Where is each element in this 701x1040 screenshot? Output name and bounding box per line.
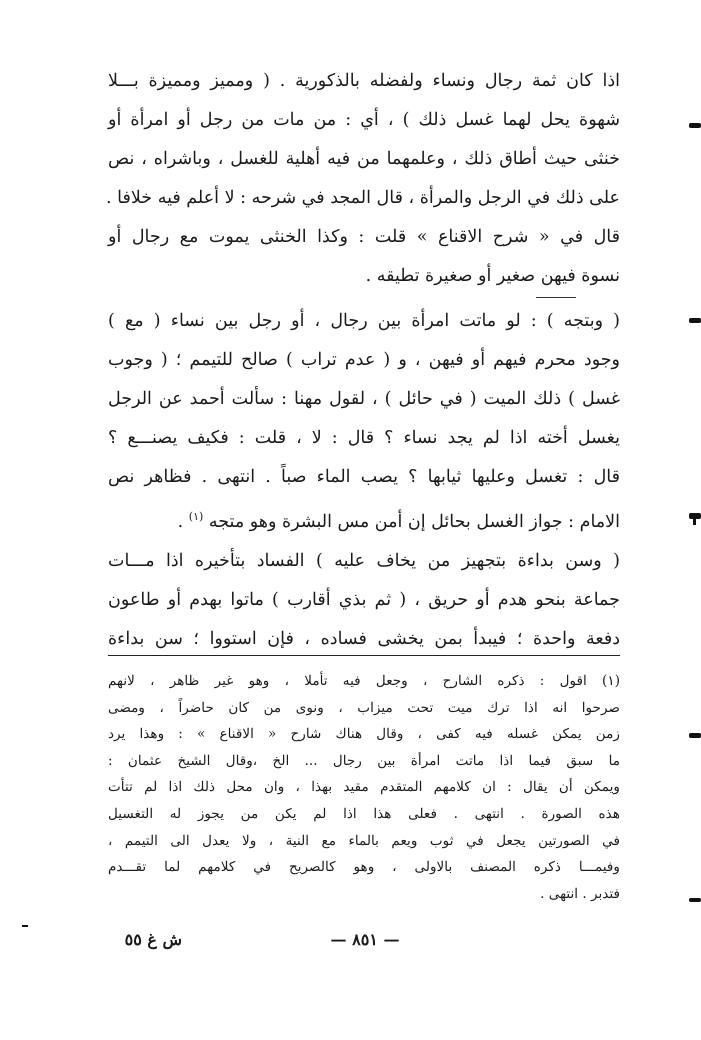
footnote-block (108, 668, 620, 907)
footnote-line: صرحوا انه اذا ترك ميت تحت ميزاب ، ونوى من كان حاضراً ، ومضى (108, 699, 620, 716)
footnote-line: هذه الصورة . انتهى . فعلى هذا اذا لم يكن من يجوز له التغسيل (108, 805, 620, 822)
footnote-line: ويمكن أن يقال : ان كلامهم المتقدم مقيد بهذا ، وان محل ذلك اذا لم تتأت (108, 779, 620, 796)
footnote-ref: (١) (188, 510, 204, 523)
footnote-line: فتدبر . انتهى . (540, 885, 620, 902)
text-line: وجود محرم فيهم أو فيهن ، و ( عدم تراب ) صالح للتيمم ؛ ( وجوب (108, 350, 620, 370)
footnote-line: زمن يمكن غسله فيه كفى ، وقال هناك شارح « الاقناع » : وهذا يرد (108, 726, 620, 743)
edge-mark (689, 123, 701, 128)
edge-mark (689, 318, 701, 323)
main-text-block (108, 62, 620, 659)
overline-mark (536, 297, 576, 298)
footnote-line: ما سبق فيما اذا ماتت امرأة بين رجال ... الخ ،وقال الشيخ عثمان : (108, 752, 620, 769)
text-line: دفعة واحدة ؛ فيبدأ بمن يخشى فساده ، فإن استووا ؛ سن بداءة (108, 629, 620, 649)
footnote-line: (١) اقول : ذكره الشارح ، وجعل فيه تأملا ، وهو غير ظاهر ، لانهم (108, 673, 620, 689)
text-line: خنثى حيث أطاق ذلك ، وعلمهما من فيه أهلية للغسل ، وباشراه ، نص (108, 149, 620, 169)
text-line: اذا كان ثمة رجال ونساء ولفضله بالذكورية . ( ومميز ومميزة بـــلا (108, 71, 620, 91)
footnote-line: وفيمـــا ذكره المصنف بالاولى ، وهو كالصريح في كلامهم لما تقـــدم (108, 859, 620, 876)
text-line: ( وبتجه ) : لو ماتت امرأة بين رجال ، أو رجل بين نساء ( مع ) (108, 311, 620, 331)
signature-mark: ش غ ٥٥ (124, 930, 182, 949)
footnote-divider (108, 655, 620, 656)
text-line-with-ref: الامام : جواز الغسل بحائل إن أمن مس البشرة وهو متجه $^{(١)}$ . (177, 510, 620, 532)
text-line: على ذلك في الرجل والمرأة ، قال المجد في شرحه : لا أعلم فيه خلافا . (106, 188, 620, 208)
edge-mark (689, 898, 701, 902)
text-line: الامام : جواز الغسل بحائل إن أمن مس البشرة وهو متجه (208, 511, 620, 532)
text-line: قال في « شرح الاقناع » قلت : وكذا الخنثى يموت مع رجال أو (108, 227, 620, 247)
text-line: يغسل أخته اذا لم يجد نساء ؟ قال : لا ، قلت : فكيف يصنـــع ؟ (108, 428, 620, 448)
text-line: جماعة بنحو هدم أو حريق ، ( ثم بذي أقارب ) ماتوا بهدم أو طاعون (108, 590, 620, 610)
text-line: نسوة فيهن صغير أو صغيرة تطيقه . (365, 266, 620, 286)
edge-mark (22, 925, 28, 927)
text-line: ( وسن بداءة بتجهيز من يخاف عليه ) الفساد بتأخيره اذا مـــات (108, 551, 620, 571)
edge-mark (689, 733, 701, 738)
text-line: غسل ) ذلك الميت ( في حائل ) ، لقول مهنا : سألت أحمد عن الرجل (108, 389, 620, 409)
page-number: — ٨٥١ — (330, 930, 400, 949)
page-footer (100, 930, 620, 960)
text-line: شهوة يحل لهما غسل ذلك ) ، أي : من مات من رجل أو امرأة أو (108, 110, 620, 130)
edge-mark (693, 513, 696, 525)
footnote-line: في الصورتين يجعل في ثوب ويعم بالماء مع النية ، ولا يعدل الى التيمم ، (108, 832, 620, 849)
text-line: قال : تغسل وعليها ثيابها ؟ يصب الماء صباً . انتهى . فظاهر نص (108, 467, 620, 487)
